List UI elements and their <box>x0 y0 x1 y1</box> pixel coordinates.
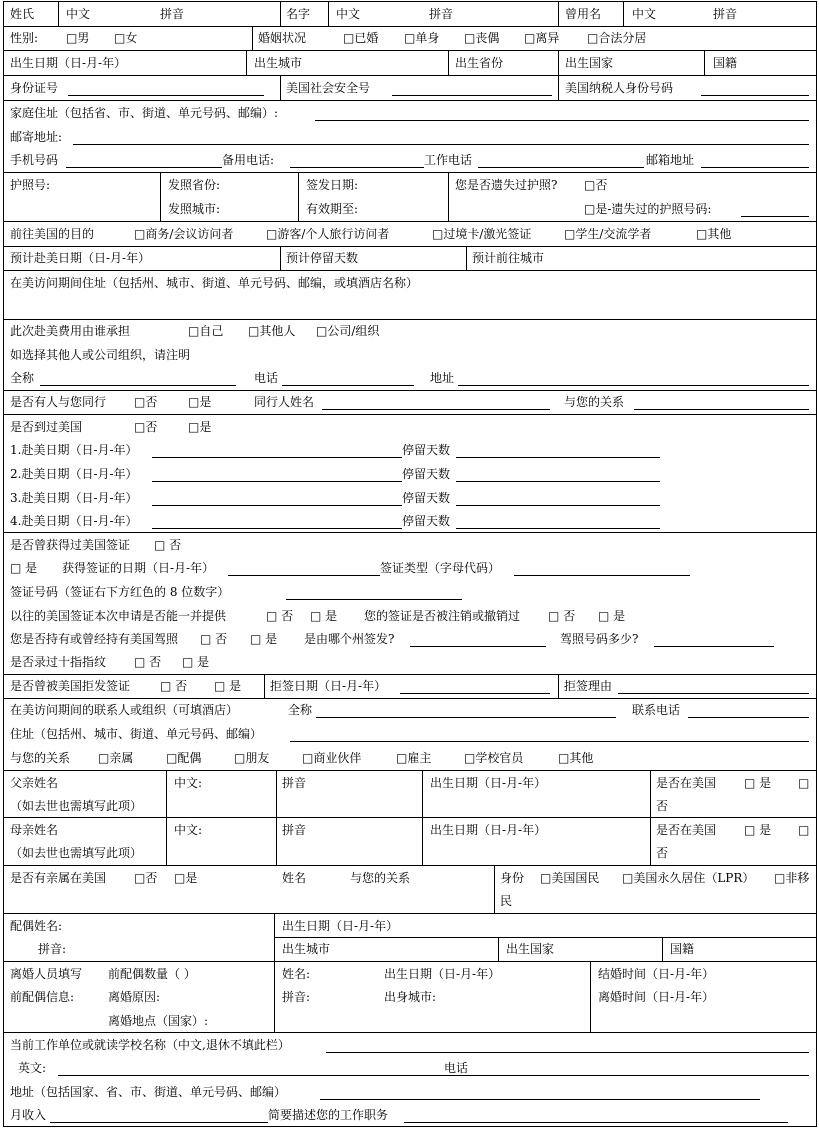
fingerprint-yes-checkbox[interactable]: □ 是 <box>182 655 210 669</box>
visit-date-label: 2.赴美日期（日-月-年） <box>10 467 138 481</box>
father-pinyin-label: 拼音 <box>282 776 307 790</box>
visited-row <box>3 414 817 532</box>
student-checkbox[interactable]: □学生/交流学者 <box>564 227 652 241</box>
refused-reason-label: 拒签理由 <box>564 679 613 693</box>
mother-name-label: 母亲姓名 <box>10 823 59 837</box>
spouse-name-label: 配偶姓名: <box>10 919 63 933</box>
monthly-income-input[interactable] <box>50 1122 268 1123</box>
license-yes-checkbox[interactable]: □ 是 <box>250 632 278 646</box>
father-in-us-no-label: 否 <box>656 799 669 813</box>
stay-days-label: 预计停留天数 <box>286 251 359 265</box>
tax-id-input[interactable] <box>701 95 809 96</box>
work-unit-input[interactable] <box>326 1052 809 1053</box>
visit-date-label: 4.赴美日期（日-月-年） <box>10 514 138 528</box>
former-pinyin-field[interactable]: 拼音 <box>713 7 738 21</box>
father-row <box>3 770 817 817</box>
passport-row <box>3 172 817 221</box>
father-chinese-label: 中文: <box>174 776 203 790</box>
business-checkbox[interactable]: □商务/会议访问者 <box>134 227 234 241</box>
former-spouse-pinyin-label: 拼音: <box>282 990 311 1004</box>
nationality-label: 国籍 <box>713 56 738 70</box>
payer-specify-text: 如选择其他人或公司组织，请注明 <box>10 348 191 362</box>
visit-date-input[interactable] <box>152 481 402 482</box>
spouse-pinyin-label: 拼音: <box>38 942 67 956</box>
lost-passport-input[interactable] <box>741 216 809 217</box>
given-name-label: 名字 <box>286 7 311 21</box>
lost-yes-checkbox[interactable]: □是-遗失过的护照号码: <box>584 202 712 216</box>
payer-company-checkbox[interactable]: □公司/组织 <box>316 324 380 338</box>
surname-pinyin-field[interactable]: 拼音 <box>160 7 185 21</box>
former-spouse-info-label: 前配偶信息: <box>10 990 75 1004</box>
payer-self-checkbox[interactable]: □自己 <box>188 324 224 338</box>
visit-date-input[interactable] <box>152 528 402 529</box>
relatives-yes-checkbox[interactable]: □是 <box>174 871 198 885</box>
passport-number-label: 护照号: <box>10 178 51 192</box>
id-row <box>3 75 817 100</box>
surname-chinese-field[interactable]: 中文 <box>66 7 91 21</box>
name-row <box>3 1 817 26</box>
payer-address-label: 地址 <box>430 371 455 385</box>
issue-province-label: 发照省份: <box>168 178 221 192</box>
relation-employer-checkbox[interactable]: □雇主 <box>396 751 432 765</box>
home-address-input[interactable] <box>315 120 809 121</box>
visa-no-checkbox[interactable]: □ 否 <box>154 538 182 552</box>
visa-cancel-yes-checkbox[interactable]: □ 是 <box>598 609 626 623</box>
given-pinyin-field[interactable]: 拼音 <box>429 7 454 21</box>
payer-other-checkbox[interactable]: □其他人 <box>248 324 296 338</box>
companion-yes-checkbox[interactable]: □是 <box>188 395 212 409</box>
visited-no-checkbox[interactable]: □否 <box>134 420 158 434</box>
relation-friend-checkbox[interactable]: □朋友 <box>234 751 270 765</box>
relation-partner-checkbox[interactable]: □商业伙伴 <box>302 751 362 765</box>
previous-visa-question: 以往的美国签证本次申请是否能一并提供 <box>10 609 227 623</box>
visit-days-input[interactable] <box>456 481 660 482</box>
birth-country-label: 出生国家 <box>565 56 614 70</box>
tourist-checkbox[interactable]: □游客/个人旅行访问者 <box>266 227 390 241</box>
father-name-label: 父亲姓名 <box>10 776 59 790</box>
divorce-fill-label: 离婚人员填写 <box>10 967 83 981</box>
refused-question: 是否曾被美国拒发签证 <box>10 679 131 693</box>
mother-row <box>3 817 817 865</box>
license-number-question: 驾照号码多少? <box>560 632 639 646</box>
ssn-input[interactable] <box>392 95 552 96</box>
work-address-label: 地址（包括国家、省、市、街道、单元号码、邮编） <box>10 1085 287 1099</box>
status-lpr-checkbox[interactable]: □美国永久居住（LPR） <box>622 871 755 885</box>
companion-row <box>3 390 817 414</box>
companion-relation-input[interactable] <box>634 409 809 410</box>
license-question: 您是否持有或曾经持有美国驾照 <box>10 632 179 646</box>
relatives-no-checkbox[interactable]: □否 <box>134 871 158 885</box>
companion-no-checkbox[interactable]: □否 <box>134 395 158 409</box>
refused-row <box>3 674 817 698</box>
former-name-label: 曾用名 <box>565 7 602 21</box>
contact-phone-input[interactable] <box>688 717 809 718</box>
mother-in-us-yes-checkbox[interactable]: □ 是 <box>744 823 772 837</box>
id-number-label: 身份证号 <box>10 81 59 95</box>
surname-label: 姓氏 <box>10 7 35 21</box>
work-unit-label: 当前工作单位或就读学校名称（中文,退休不填此栏） <box>10 1038 290 1052</box>
relatives-question: 是否有亲属在美国 <box>10 871 107 885</box>
mother-in-us-no-checkbox[interactable]: □ <box>798 823 810 837</box>
visited-yes-checkbox[interactable]: □是 <box>188 420 212 434</box>
relatives-status-label: 身份 <box>500 871 525 885</box>
contact-label: 在美访问期间的联系人或组织（可填酒店） <box>10 703 239 717</box>
contact-full-name-input[interactable] <box>316 717 616 718</box>
payer-full-name-label: 全称 <box>10 371 35 385</box>
fingerprint-question: 是否录过十指指纹 <box>10 655 107 669</box>
payer-address-input[interactable] <box>458 385 809 386</box>
divorce-row <box>3 961 817 1032</box>
status-citizen-checkbox[interactable]: □美国国民 <box>540 871 600 885</box>
birth-city-label: 出生城市 <box>254 56 303 70</box>
visa-cancel-question: 您的签证是否被注销或撤销过 <box>364 609 521 623</box>
father-in-us-label: 是否在美国 <box>656 776 717 790</box>
work-phone-label: 电话 <box>444 1061 469 1075</box>
visa-date-label: 获得签证的日期（日-月-年） <box>62 561 215 575</box>
transit-checkbox[interactable]: □过境卡/激光签证 <box>432 227 532 241</box>
relation-other-checkbox[interactable]: □其他 <box>558 751 594 765</box>
companion-name-input[interactable] <box>322 409 550 410</box>
work-english-input[interactable] <box>58 1075 809 1076</box>
visit-days-label: 停留天数 <box>402 443 451 457</box>
visa-row <box>3 532 817 674</box>
mother-in-us-no-label: 否 <box>656 846 669 860</box>
monthly-income-label: 月收入 <box>10 1108 47 1122</box>
refused-reason-input[interactable] <box>618 693 809 694</box>
former-chinese-field[interactable]: 中文 <box>632 7 657 21</box>
companion-label: 是否有人与您同行 <box>10 395 107 409</box>
given-chinese-field[interactable]: 中文 <box>336 7 361 21</box>
contact-relation-label: 与您的关系 <box>10 751 71 765</box>
visit-days-input[interactable] <box>456 457 660 458</box>
license-number-input[interactable] <box>654 646 774 647</box>
payer-label: 此次赴美费用由谁承担 <box>10 324 131 338</box>
id-number-input[interactable] <box>68 95 264 96</box>
divorced-checkbox[interactable]: □离异 <box>524 31 560 45</box>
expiry-label: 有效期至: <box>306 202 359 216</box>
relatives-name-label: 姓名 <box>282 871 307 885</box>
job-duty-label: 简要描述您的工作职务 <box>268 1108 389 1122</box>
stay-address-label: 在美访问期间住址（包括州、城市、街道、单元号码、邮编，或填酒店名称） <box>10 276 419 290</box>
father-in-us-yes-checkbox[interactable]: □ 是 <box>744 776 772 790</box>
tax-id-label: 美国纳税人身份号码 <box>565 81 674 95</box>
visa-question: 是否曾获得过美国签证 <box>10 538 131 552</box>
contact-address-label: 住址（包括州、城市、街道、单元号码、邮编） <box>10 727 263 741</box>
refused-date-input[interactable] <box>400 693 550 694</box>
issue-date-label: 签发日期: <box>306 178 359 192</box>
job-duty-input[interactable] <box>404 1122 788 1123</box>
female-checkbox[interactable]: □女 <box>114 31 138 45</box>
mobile-input[interactable] <box>66 167 222 168</box>
lost-passport-question: 您是否遗失过护照? <box>455 178 558 192</box>
divorce-time-label: 离婚时间（日-月-年） <box>598 990 715 1004</box>
home-address-label: 家庭住址（包括省、市、街道、单元号码、邮编）: <box>10 106 279 120</box>
fingerprint-no-checkbox[interactable]: □ 否 <box>134 655 162 669</box>
mobile-label: 手机号码 <box>10 153 59 167</box>
father-note: （如去世也需填写此项） <box>10 799 143 813</box>
visit-days-label: 停留天数 <box>402 514 451 528</box>
former-spouse-city-label: 出身城市: <box>384 990 437 1004</box>
visa-type-input[interactable] <box>514 575 690 576</box>
refused-date-label: 拒签日期（日-月-年） <box>270 679 387 693</box>
divorce-reason-label: 离婚原因: <box>108 990 161 1004</box>
visa-type-label: 签证类型（字母代码） <box>380 561 501 575</box>
visit-days-input[interactable] <box>456 505 660 506</box>
mother-in-us-label: 是否在美国 <box>656 823 717 837</box>
mother-chinese-label: 中文: <box>174 823 203 837</box>
mother-pinyin-label: 拼音 <box>282 823 307 837</box>
email-label: 邮箱地址 <box>646 153 695 167</box>
visa-cancel-no-checkbox[interactable]: □ 否 <box>548 609 576 623</box>
visit-days-label: 停留天数 <box>402 467 451 481</box>
father-in-us-no-checkbox[interactable]: □ <box>798 776 810 790</box>
gender-label: 性别: <box>10 31 39 45</box>
contact-phone-label: 联系电话 <box>632 703 681 717</box>
spouse-country-label: 出生国家 <box>506 942 555 956</box>
destination-city-label: 预计前往城市 <box>472 251 545 265</box>
male-checkbox[interactable]: □男 <box>66 31 90 45</box>
partner-checkbox[interactable]: □合法分居 <box>587 31 647 45</box>
payer-phone-input[interactable] <box>282 385 414 386</box>
visit-days-input[interactable] <box>456 528 660 529</box>
former-spouse-birth-label: 出生日期（日-月-年） <box>384 967 501 981</box>
mother-note: （如去世也需填写此项） <box>10 846 143 860</box>
relation-relative-checkbox[interactable]: □亲属 <box>98 751 134 765</box>
backup-phone-input[interactable] <box>290 167 424 168</box>
status-non-immigrant-checkbox[interactable]: □非移 <box>774 871 810 885</box>
previous-visa-yes-checkbox[interactable]: □ 是 <box>310 609 338 623</box>
work-phone-label: 工作电话 <box>424 153 473 167</box>
plan-row <box>3 246 817 270</box>
mail-address-label: 邮寄地址: <box>10 130 63 144</box>
work-row <box>3 1032 817 1126</box>
issue-city-label: 发照城市: <box>168 202 221 216</box>
relatives-row <box>3 865 817 913</box>
father-birth-label: 出生日期（日-月-年） <box>430 776 547 790</box>
refused-yes-checkbox[interactable]: □ 是 <box>214 679 242 693</box>
work-address-input[interactable] <box>320 1099 760 1100</box>
spouse-row <box>3 913 817 961</box>
payer-phone-label: 电话 <box>254 371 279 385</box>
mail-address-input[interactable] <box>73 144 809 145</box>
visa-number-label: 签证号码（签证右下方红色的 8 位数字） <box>10 585 230 599</box>
contact-full-name-label: 全称 <box>288 703 313 717</box>
visit-date-input[interactable] <box>152 505 402 506</box>
visit-days-label: 停留天数 <box>402 491 451 505</box>
status-non-immigrant-label: 民 <box>500 894 513 908</box>
work-english-label: 英文: <box>18 1061 47 1075</box>
relation-school-checkbox[interactable]: □学校官员 <box>464 751 524 765</box>
gender-row <box>3 26 817 50</box>
purpose-row <box>3 221 817 246</box>
purpose-label: 前往美国的目的 <box>10 227 95 241</box>
contact-address-input[interactable] <box>290 741 809 742</box>
spouse-nationality-label: 国籍 <box>670 942 695 956</box>
visit-date-label: 1.赴美日期（日-月-年） <box>10 443 138 457</box>
license-state-question: 是由哪个州签发? <box>304 632 395 646</box>
companion-name-label: 同行人姓名 <box>254 395 315 409</box>
stay-address-row <box>3 270 817 319</box>
address-row <box>3 100 817 172</box>
visit-date-input[interactable] <box>152 457 402 458</box>
birth-province-label: 出生省份 <box>455 56 504 70</box>
payer-row <box>3 319 817 390</box>
visa-yes-checkbox[interactable]: □ 是 <box>10 561 38 575</box>
purpose-other-checkbox[interactable]: □其他 <box>696 227 732 241</box>
contact-row <box>3 698 817 770</box>
relation-spouse-checkbox[interactable]: □配偶 <box>166 751 202 765</box>
companion-relation-label: 与您的关系 <box>564 395 625 409</box>
relatives-relation-label: 与您的关系 <box>350 871 411 885</box>
birth-date-label: 出生日期（日-月-年） <box>10 56 127 70</box>
spouse-city-label: 出生城市 <box>282 942 331 956</box>
widowed-checkbox[interactable]: □丧偶 <box>464 31 500 45</box>
arrival-date-label: 预计赴美日期（日-月-年） <box>10 251 151 265</box>
ssn-label: 美国社会安全号 <box>286 81 371 95</box>
visa-date-input[interactable] <box>228 575 380 576</box>
mother-birth-label: 出生日期（日-月-年） <box>430 823 547 837</box>
previous-visa-no-checkbox[interactable]: □ 否 <box>266 609 294 623</box>
spouse-birth-label: 出生日期（日-月-年） <box>282 919 399 933</box>
former-spouse-count-label: 前配偶数量（ ） <box>108 967 196 981</box>
divorce-place-label: 离婚地点（国家）: <box>108 1014 209 1028</box>
lost-no-checkbox[interactable]: □否 <box>584 178 608 192</box>
visa-number-input[interactable] <box>286 599 462 600</box>
visit-date-label: 3.赴美日期（日-月-年） <box>10 491 138 505</box>
marital-label: 婚姻状况 <box>258 31 307 45</box>
refused-no-checkbox[interactable]: □ 否 <box>160 679 188 693</box>
backup-phone-label: 备用电话: <box>222 153 275 167</box>
visited-label: 是否到过美国 <box>10 420 83 434</box>
license-no-checkbox[interactable]: □ 否 <box>200 632 228 646</box>
birth-row <box>3 50 817 75</box>
former-spouse-name-label: 姓名: <box>282 967 311 981</box>
email-input[interactable] <box>701 167 809 168</box>
marriage-time-label: 结婚时间（日-月-年） <box>598 967 715 981</box>
license-state-input[interactable] <box>410 646 546 647</box>
payer-full-name-input[interactable] <box>40 385 236 386</box>
single-checkbox[interactable]: □单身 <box>404 31 440 45</box>
work-phone-input[interactable] <box>478 167 644 168</box>
married-checkbox[interactable]: □已婚 <box>343 31 379 45</box>
